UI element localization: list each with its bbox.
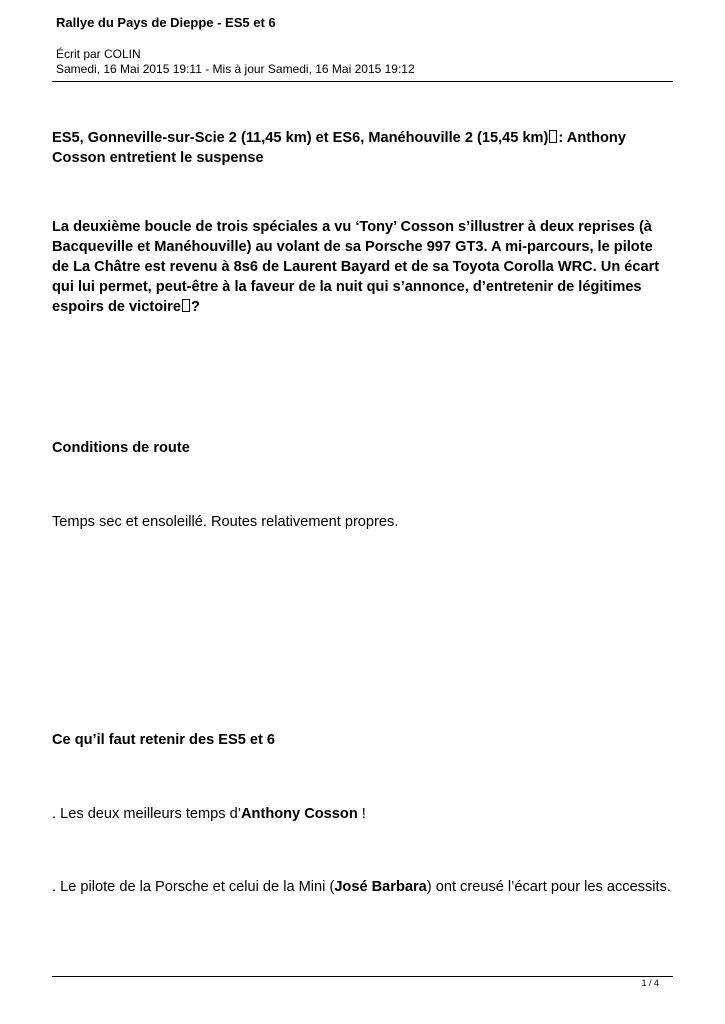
page-number: 1 / 4 bbox=[641, 978, 659, 988]
headline-text-start: ES5, Gonneville-sur-Scie 2 (11,45 km) et ES6, Manéhouville 2 (15,45 km) bbox=[52, 130, 549, 146]
bullet-item-2 bbox=[52, 877, 672, 897]
bullet-1-text-start: . Les deux meilleurs temps d’ bbox=[52, 806, 241, 822]
missing-glyph-icon bbox=[549, 130, 557, 143]
bullet-1-driver-name: Anthony Cosson bbox=[241, 806, 358, 822]
footer-divider bbox=[52, 976, 673, 977]
section-heading-retain: Ce qu’il faut retenir des ES5 et 6 bbox=[52, 732, 276, 748]
bullet-1-text-end: ! bbox=[357, 806, 366, 822]
missing-glyph-icon bbox=[182, 299, 190, 312]
header-divider bbox=[52, 81, 673, 82]
article-headline bbox=[52, 128, 672, 168]
bullet-item-1 bbox=[52, 804, 672, 824]
article-lead bbox=[52, 217, 672, 317]
bullet-2-text-start: . Le pilote de la Porsche et celui de la Mini ( bbox=[52, 879, 335, 895]
author-line: Écrit par COLIN bbox=[56, 47, 141, 61]
date-line: Samedi, 16 Mai 2015 19:11 - Mis à jour Samedi, 16 Mai 2015 19:12 bbox=[56, 62, 415, 76]
conditions-paragraph: Temps sec et ensoleillé. Routes relativement propres. bbox=[52, 514, 399, 530]
lead-text-start: La deuxième boucle de trois spéciales a vu ‘Tony’ Cosson s’illustrer à deux reprises (à Bacqueville et Manéhouville) au volant de sa Porsche 997 GT3. A mi-parcours, le pilote de La Châtre est revenu à 8s6 de Laurent Bayard et de sa Toyota Corolla WRC. Un écart qui lui permet, peut-être à la faveur de la nuit qui s’annonce, d’entretenir de légitimes espoirs de victoire bbox=[52, 219, 660, 315]
headline-text-end: : Anthony Cosson entretient le suspense bbox=[52, 130, 626, 166]
document-title: Rallye du Pays de Dieppe - ES5 et 6 bbox=[56, 15, 276, 30]
bullet-2-driver-name: José Barbara bbox=[334, 879, 427, 895]
section-heading-conditions: Conditions de route bbox=[52, 440, 190, 456]
bullet-2-text-end: ) ont creusé l’écart pour les accessits. bbox=[426, 879, 671, 895]
lead-text-end: ? bbox=[190, 299, 200, 315]
article-meta bbox=[56, 47, 415, 77]
